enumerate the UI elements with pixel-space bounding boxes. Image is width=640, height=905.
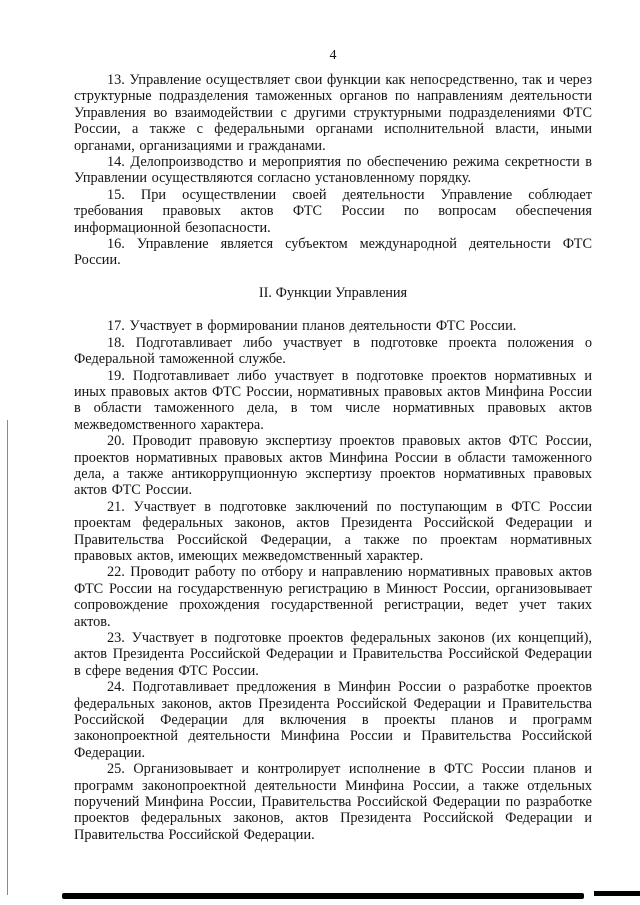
scan-artifact-left-edge xyxy=(7,420,8,895)
paragraph: 15. При осуществлении своей деятельности Управление соблюдает требования правовых актов ФТС России по вопросам обеспечения информационной безопасности. xyxy=(74,186,592,236)
paragraph: 18. Подготавливает либо участвует в подготовке проекта положения о Федеральной таможенной службе. xyxy=(74,334,592,368)
paragraph: 14. Делопроизводство и мероприятия по обеспечению режима секретности в Управлении осуществляются согласно установленному порядку. xyxy=(74,154,592,187)
paragraph: 17. Участвует в формировании планов деятельности ФТС России. xyxy=(107,318,517,335)
paragraph: 24. Подготавливает предложения в Минфин России о разработке проектов федеральных законов, актов Президента Российской Федерации и Правительства Российской Федерации для включения в проекты планов и программ законопроектной деятельности Минфина России и Правительства Российской Федерации. xyxy=(74,679,592,761)
scan-artifact-bottom-right xyxy=(594,891,640,896)
paragraph: 25. Организовывает и контролирует исполнение в ФТС России планов и программ законопроектной деятельности Минфина России, а также отдельных поручений Минфина России, Правительства Российской Федерации по разработке проектов федеральных законов, актов Президента Российской Федерации и Правительства Российской Федерации. xyxy=(74,761,592,843)
paragraph: 23. Участвует в подготовке проектов федеральных законов (их концепций), актов Президента Российской Федерации и Правительства Российской Федерации в сфере ведения ФТС России. xyxy=(74,630,592,679)
page-number: 4 xyxy=(329,48,337,63)
paragraph: 22. Проводит работу по отбору и направлению нормативных правовых актов ФТС России на государственную регистрацию в Минюст России, организовывает сопровождение прохождения государственной регистрации, ведет учет таких актов. xyxy=(74,564,592,630)
paragraph: 20. Проводит правовую экспертизу проектов правовых актов ФТС России, проектов нормативных правовых актов Минфина России в области таможенного дела, а также антикоррупционную экспертизу проектов нормативных правовых актов ФТС России. xyxy=(74,433,592,499)
section-heading: II. Функции Управления xyxy=(258,284,408,301)
paragraph: 21. Участвует в подготовке заключений по поступающим в ФТС России проектам федеральных законов, актов Президента Российской Федерации и Правительства Российской Федерации, а также по проектам нормативных правовых актов, имеющих межведомственный характер. xyxy=(74,498,592,564)
document-body xyxy=(74,72,592,843)
paragraph: 19. Подготавливает либо участвует в подготовке проектов нормативных и иных правовых актов ФТС России, нормативных правовых актов Минфина России в области таможенного дела, в том числе нормативных правовых актов межведомственного характера. xyxy=(74,367,592,433)
paragraph: 16. Управление является субъектом международной деятельности ФТС России. xyxy=(74,236,592,269)
paragraph: 13. Управление осуществляет свои функции как непосредственно, так и через структурные подразделения таможенных органов по направлениям деятельности Управления во взаимодействии с другими структурными подразделениями ФТС России, а также с федеральными органами исполнительной власти, иными органами, организациями и гражданами. xyxy=(74,72,592,154)
scan-artifact-bottom-bar xyxy=(62,893,584,899)
